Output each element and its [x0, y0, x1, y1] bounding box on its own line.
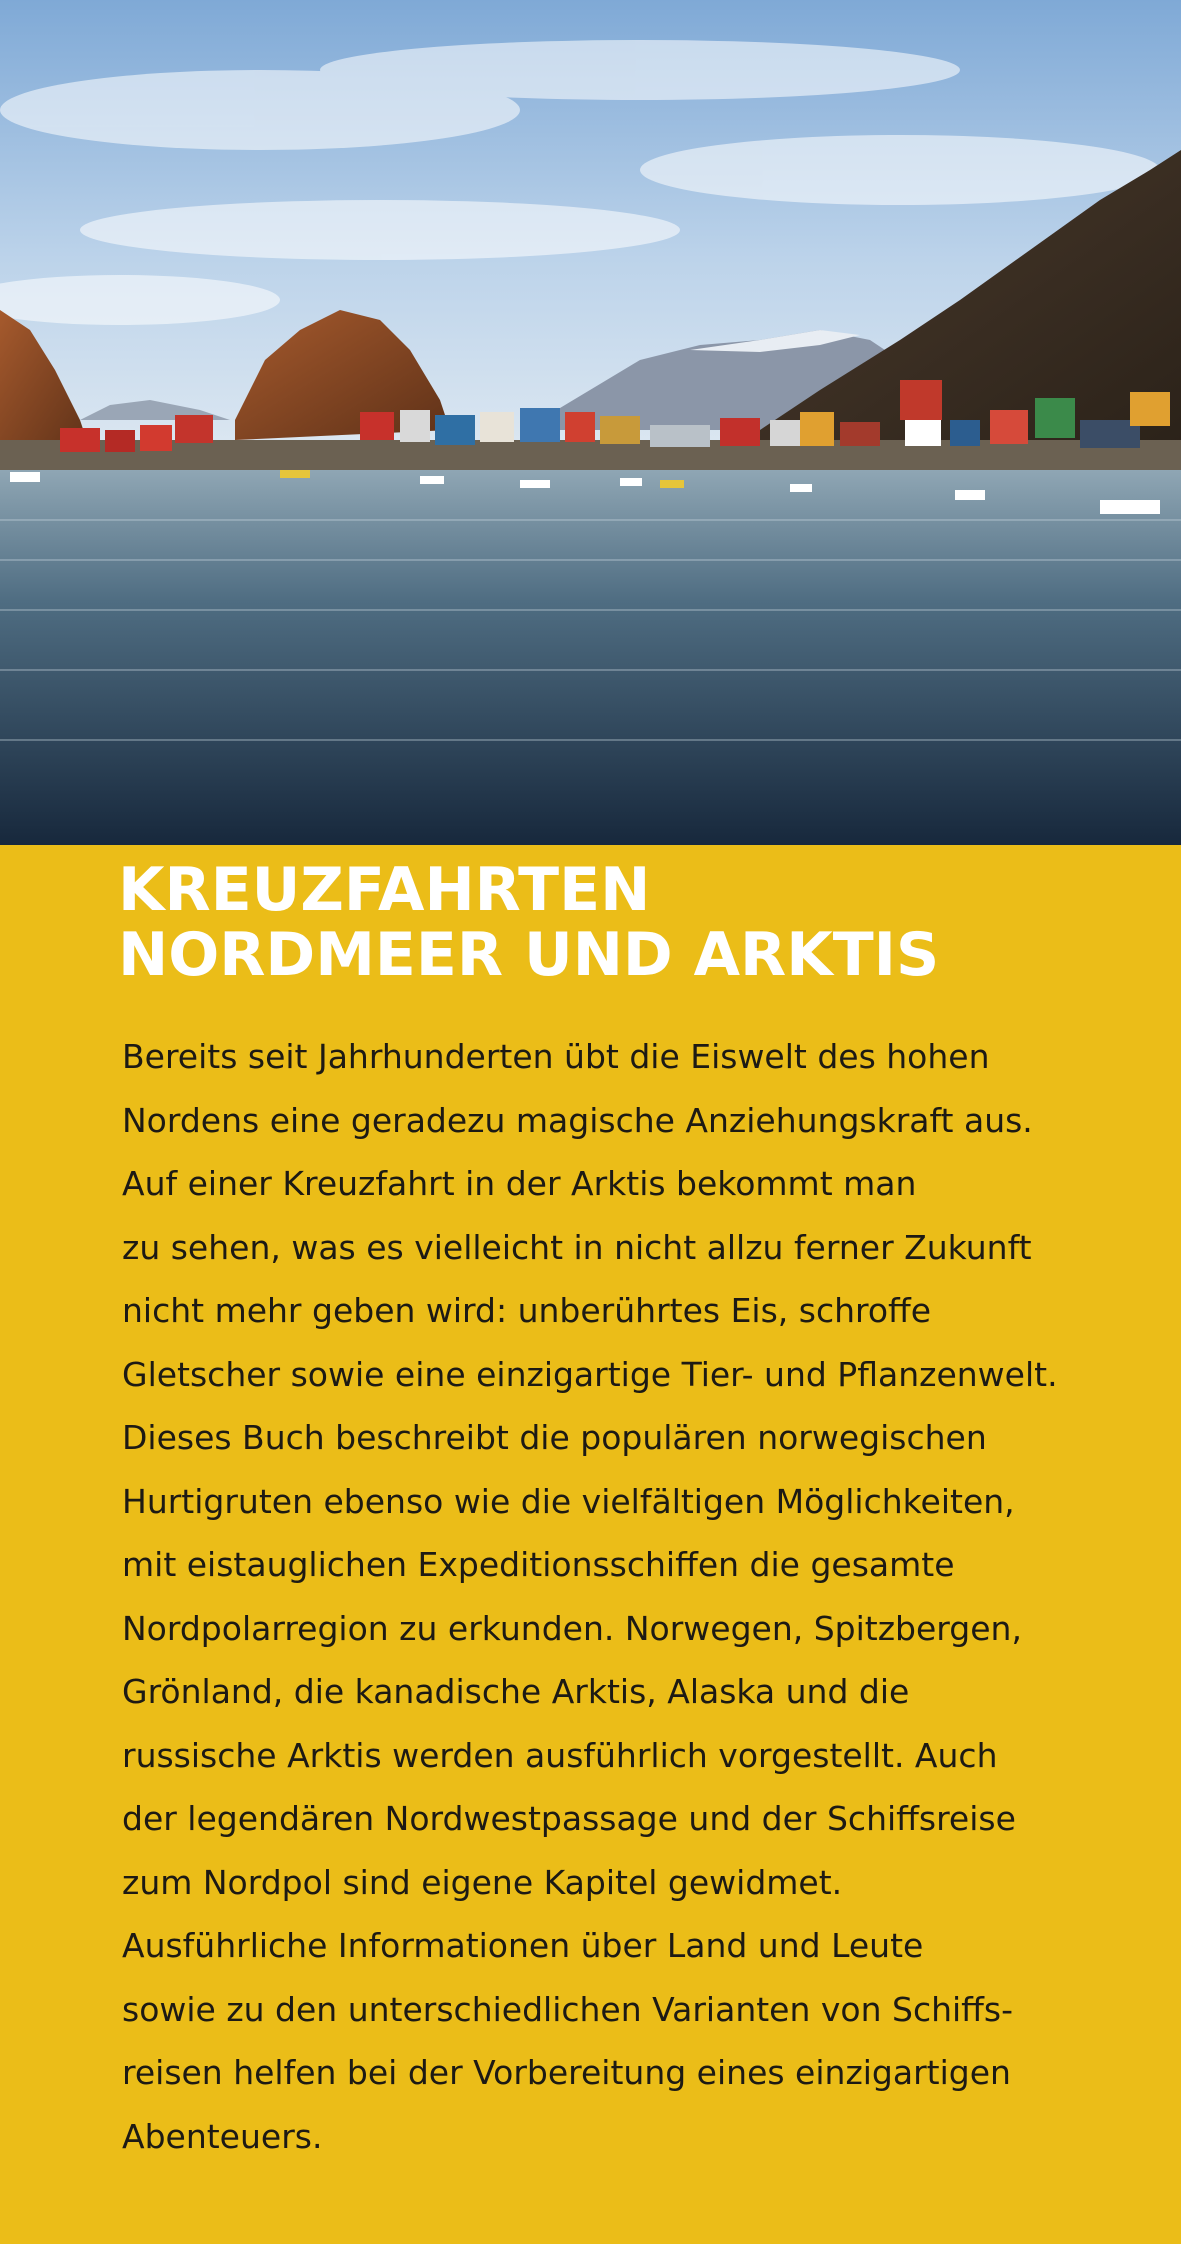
blurb-line: der legendären Nordwestpassage und der Schiffsreise	[122, 1799, 1016, 1838]
blurb-line: sowie zu den unterschiedlichen Varianten von Schiffs-	[122, 1989, 1014, 2029]
blurb-line: Nordens eine geradezu magische Anziehungskraft aus.	[122, 1100, 1033, 1140]
blurb-line: Nordpolarregion zu erkunden. Norwegen, Spitzbergen,	[122, 1608, 1022, 1648]
blurb-line: Bereits seit Jahrhunderten übt die Eiswelt des hohen	[122, 1037, 990, 1076]
blurb-line: Ausführliche Informationen über Land und Leute	[122, 1926, 924, 1965]
blurb-line: Abenteuers.	[122, 2116, 323, 2156]
blurb-line: nicht mehr geben wird: unberührtes Eis, schroffe	[122, 1291, 932, 1330]
blurb-line: Dieses Buch beschreibt die populären norwegischen	[122, 1418, 987, 1457]
blurb-line: Gletscher sowie eine einzigartige Tier- und Pflanzenwelt.	[122, 1354, 1058, 1394]
blurb-line: russische Arktis werden ausführlich vorgestellt. Auch	[122, 1735, 998, 1775]
blurb-line: mit eistauglichen Expeditionsschiffen die gesamte	[122, 1545, 955, 1584]
title-line: KREUZFAHRTEN	[118, 855, 651, 925]
blurb-line: Grönland, die kanadische Arktis, Alaska und die	[122, 1672, 910, 1711]
blurb-text	[122, 1025, 1162, 2168]
blurb-line: reisen helfen bei der Vorbereitung eines einzigartigen	[122, 2053, 1011, 2092]
blurb-line: Hurtigruten ebenso wie die vielfältigen Möglichkeiten,	[122, 1481, 1015, 1521]
text-panel	[0, 845, 1181, 2244]
book-title	[118, 855, 940, 990]
blurb-line: zum Nordpol sind eigene Kapitel gewidmet.	[122, 1862, 843, 1902]
harbor-village-photo	[0, 0, 1181, 845]
blurb-line: zu sehen, was es vielleicht in nicht allzu ferner Zukunft	[122, 1227, 1032, 1267]
harbor-water	[0, 470, 1181, 845]
title-line: NORDMEER UND ARKTIS	[118, 920, 940, 990]
blurb-line: Auf einer Kreuzfahrt in der Arktis bekommt man	[122, 1164, 917, 1203]
shoreline	[0, 440, 1181, 472]
